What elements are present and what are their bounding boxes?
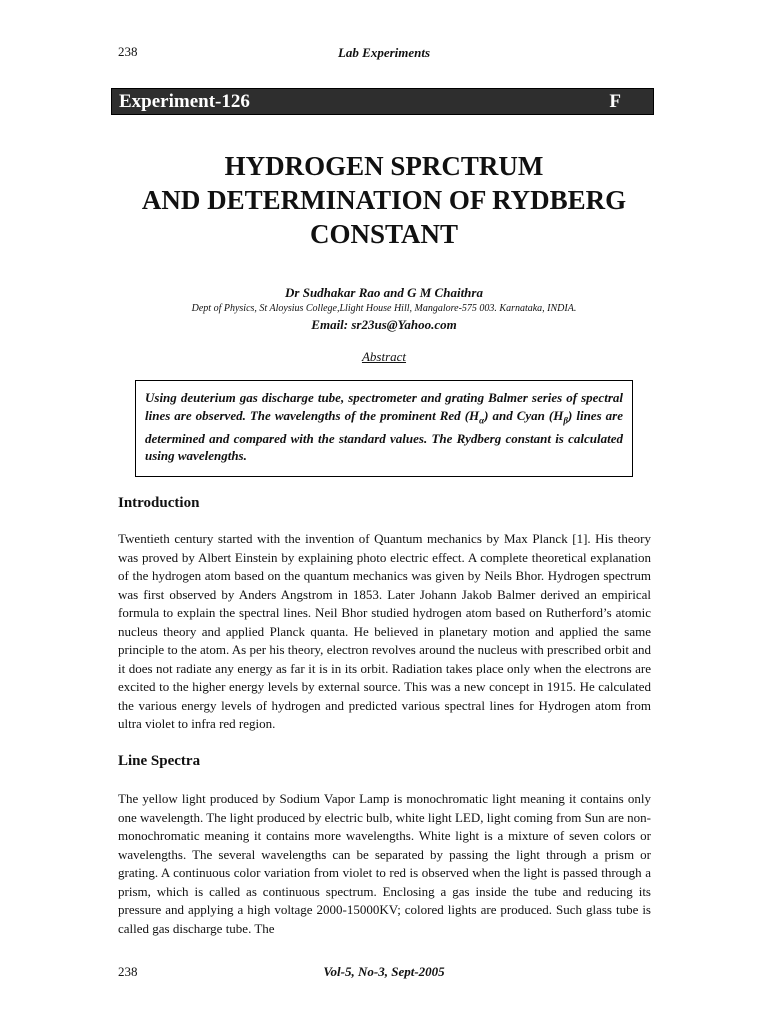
introduction-heading: Introduction (118, 495, 200, 511)
title-line-3: CONSTANT (309, 219, 459, 249)
email: Email: sr23us@Yahoo.com (311, 317, 457, 332)
abstract-text-3: ) lines are determined and compared with the standard values. The Rydberg constant is calculated using wavelengths. (145, 407, 623, 464)
line-spectra-paragraph: The yellow light produced by Sodium Vapor Lamp is monochromatic light meaning it contains only one wavelength. The light produced by electric bulb, white light LED, light coming from Sun are non-monochromatic meaning it contains more wavelengths. White light is a mixture of seven colors or wavelengths. The several wavelengths can be separated by passing the light through a prism or grating. A continuous color variation from violet to red is observed when the light is passed through a prism, which is called as continuous spectrum. Enclosing a gas inside the tube and reducing its pressure and applying a high voltage 2000-15000KV; colored lights are produced. Such glass tube is called gas discharge tube. The (118, 791, 651, 936)
abstract-text-1: Using deuterium gas discharge tube, spectrometer and grating Balmer series of spectral lines are observed. The wavelengths of the prominent Red (H (145, 390, 623, 423)
authors: Dr Sudhakar Rao and G M Chaithra (285, 285, 483, 300)
abstract-box (135, 380, 633, 477)
experiment-label: Experiment-126 (119, 91, 250, 112)
title-line-1: HYDROGEN SPRCTRUM (224, 151, 544, 181)
running-title: Lab Experiments (337, 45, 431, 60)
page-number-bottom: 238 (118, 964, 138, 979)
subscript-alpha: α (479, 415, 485, 426)
abstract-heading: Abstract (361, 349, 407, 364)
introduction-paragraph: Twentieth century started with the invention of Quantum mechanics by Max Planck [1]. His theory was proved by Albert Einstein by explaining photo electric effect. A complete theoretical explanation of the hydrogen atom based on the quantum mechanics was given by Neils Bhor. Hydrogen spectrum was first observed by Anders Angstrom in 1853. Later Johann Jakob Balmer derived an empirical formula to explain the spectral lines. Neil Bhor studied hydrogen atom based on Rutherford’s atomic nucleus theory and applied Planck quanta. He believed in planetary motion and applied the same principle to the atom. As per his theory, electron revolves around the nucleus with prescribed orbit and it does not radiate any energy as far it is in its orbit. Radiation takes place only when the electrons are excited to the higher energy levels by external source. This was a new concept in 1915. He calculated the various energy levels of hydrogen and predicted various spectral lines for Hydrogen atom from ultra violet to infra red region. (118, 531, 651, 731)
subscript-beta: β (563, 415, 568, 426)
affiliation: Dept of Physics, St Aloysius College,Llight House Hill, Mangalore-575 003. Karnataka, INDIA. (191, 303, 577, 314)
issue-footer: Vol-5, No-3, Sept-2005 (323, 964, 445, 979)
experiment-category: F (609, 91, 621, 112)
title-line-2: AND DETERMINATION OF RYDBERG (141, 185, 627, 215)
abstract-text-2: ) and Cyan (H (484, 407, 564, 423)
page-number-top: 238 (118, 44, 138, 59)
experiment-bar (111, 88, 654, 115)
line-spectra-heading: Line Spectra (118, 753, 201, 769)
paper-title (0, 149, 768, 251)
